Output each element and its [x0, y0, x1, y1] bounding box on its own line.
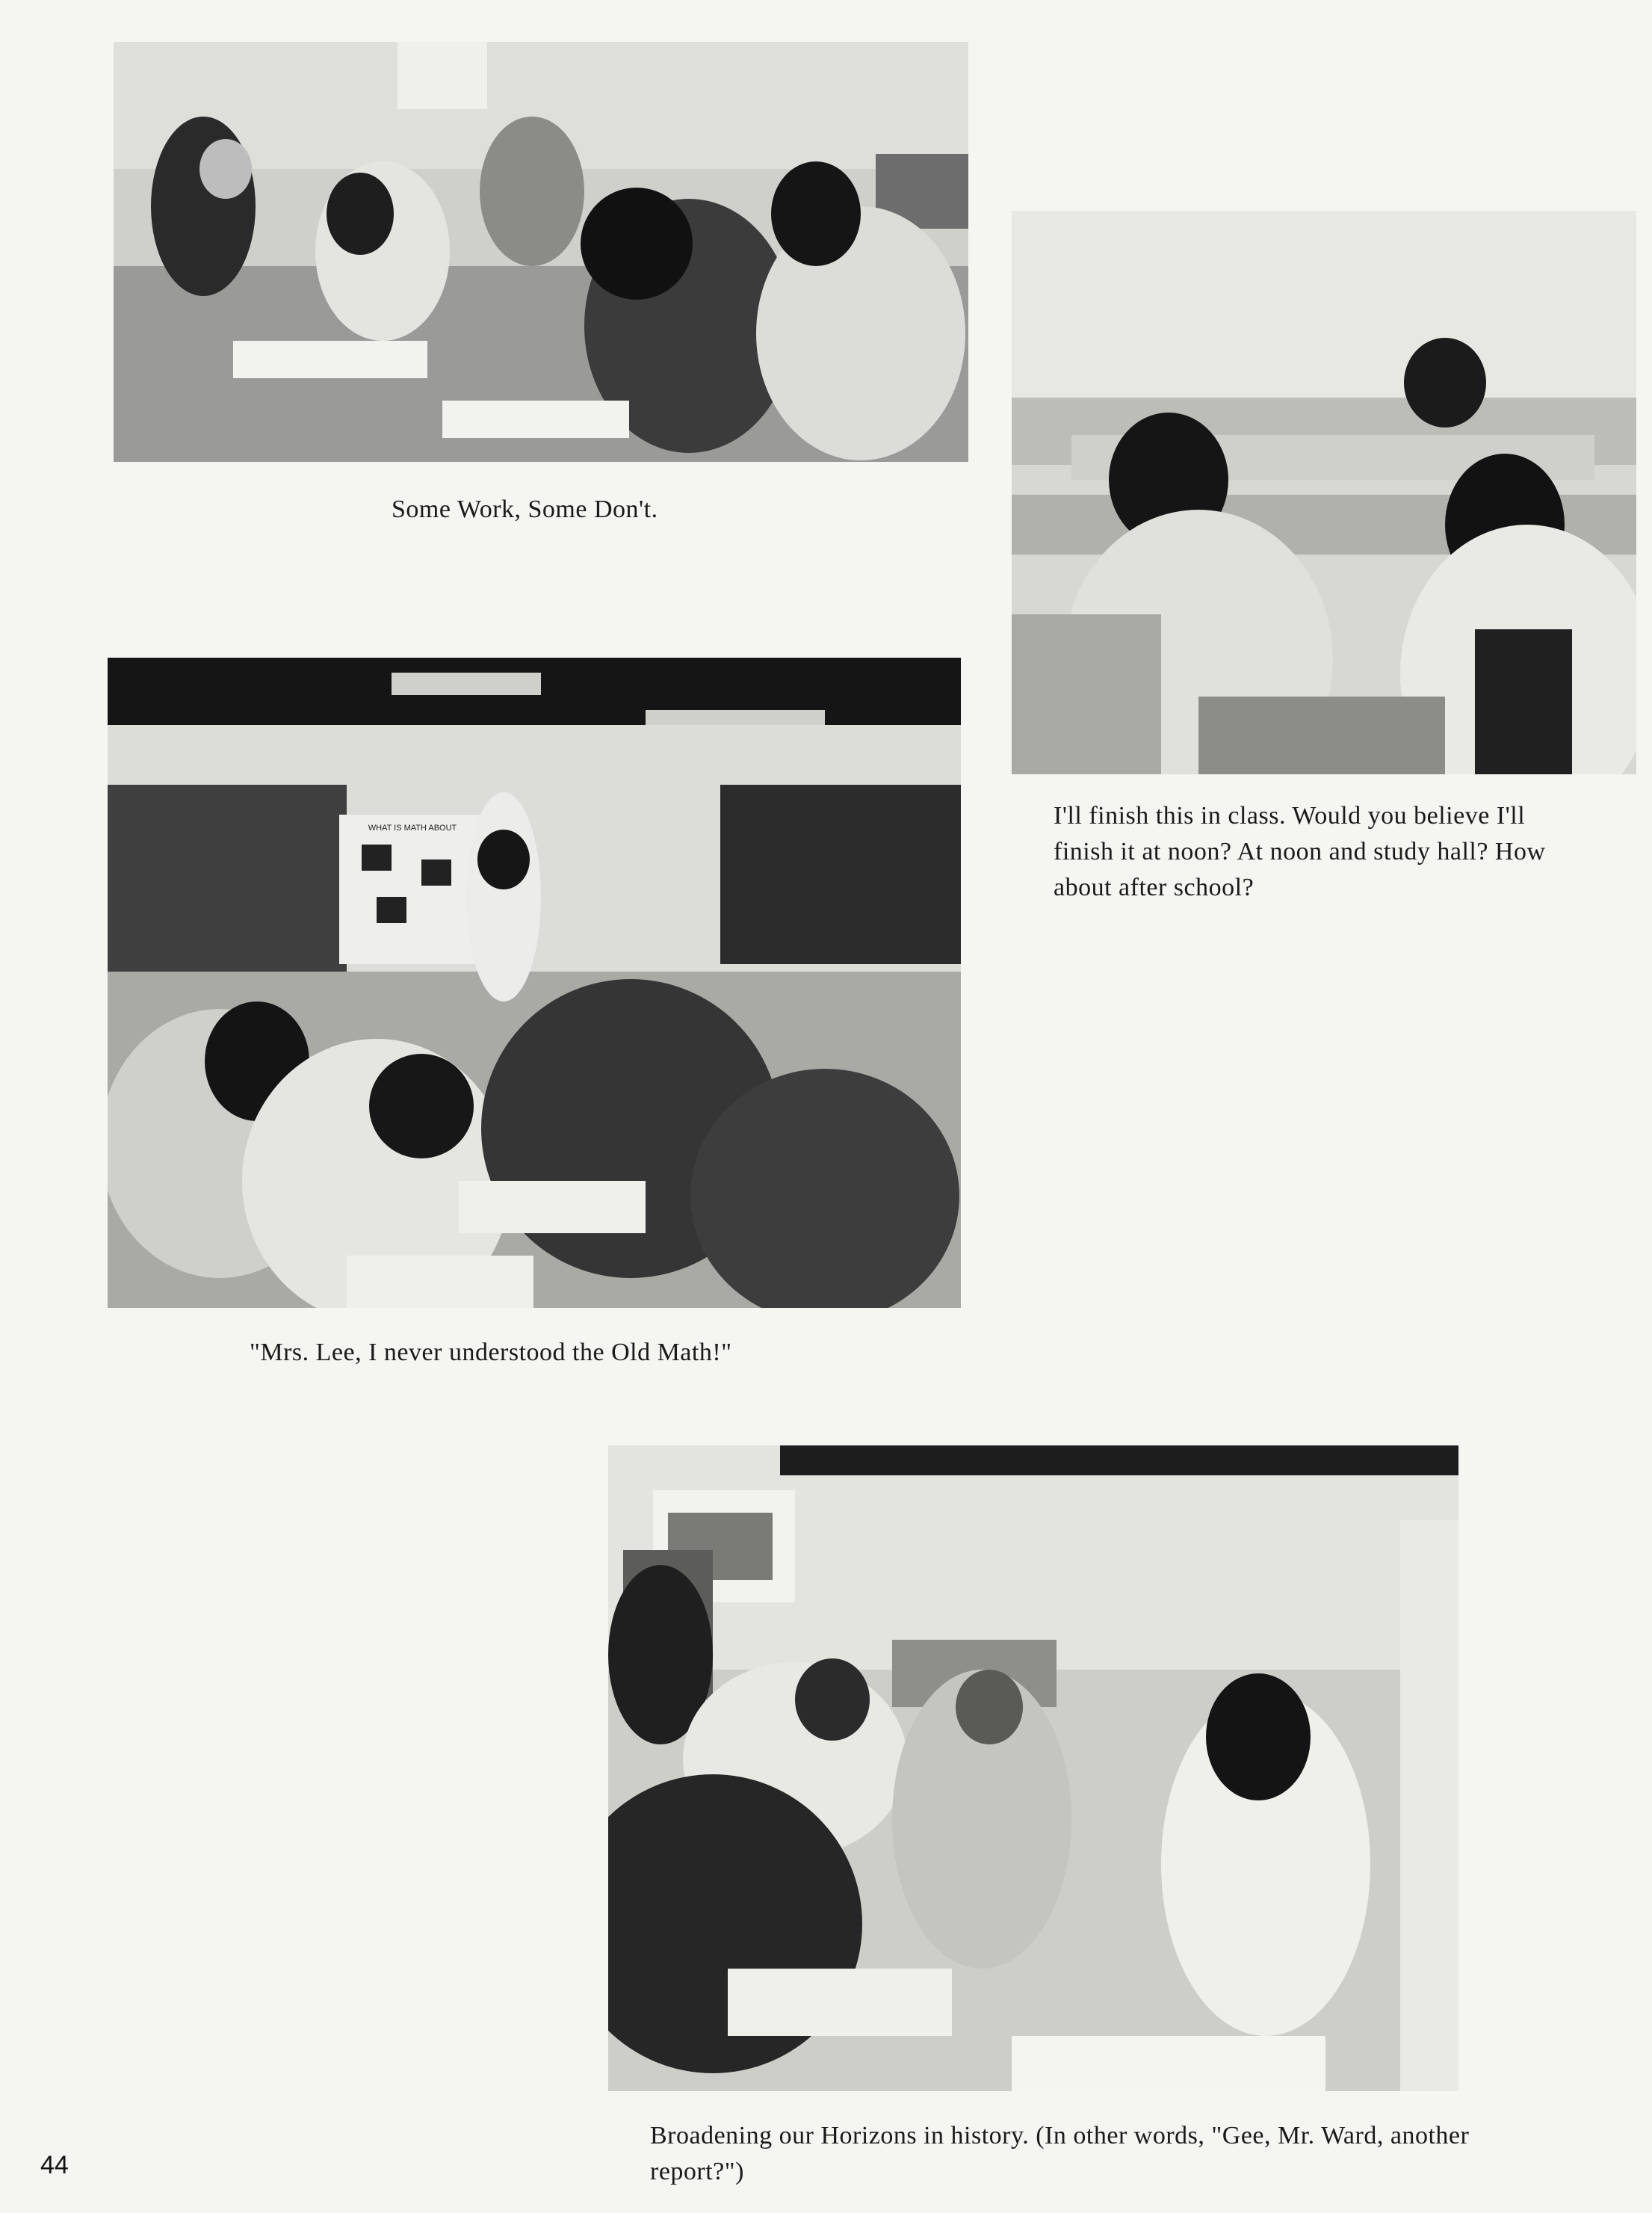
- poster-what-is-math-about: WHAT IS MATH ABOUT: [368, 824, 457, 833]
- classroom-work-image: [114, 42, 968, 462]
- math-class-image: [108, 658, 961, 1308]
- photo-history-class: [608, 1445, 1458, 2091]
- caption-old-math: "Mrs. Lee, I never understood the Old Math!": [250, 1339, 732, 1366]
- photo-typing-class: [1012, 211, 1636, 774]
- history-class-image: [608, 1445, 1458, 2091]
- caption-broadening-horizons: Broadening our Horizons in history. (In other words, "Gee, Mr. Ward, another report?"): [650, 2122, 1470, 2185]
- photo-math-class: [108, 658, 961, 1308]
- caption-some-work: Some Work, Some Don't.: [392, 496, 658, 523]
- typing-class-image: [1012, 211, 1636, 774]
- caption-finish-this: I'll finish this in class. Would you believe I'll finish it at noon? At noon and study hall? How about after school?: [1054, 802, 1546, 901]
- page-number: 44: [40, 2151, 69, 2179]
- photo-classroom-work: [114, 42, 968, 462]
